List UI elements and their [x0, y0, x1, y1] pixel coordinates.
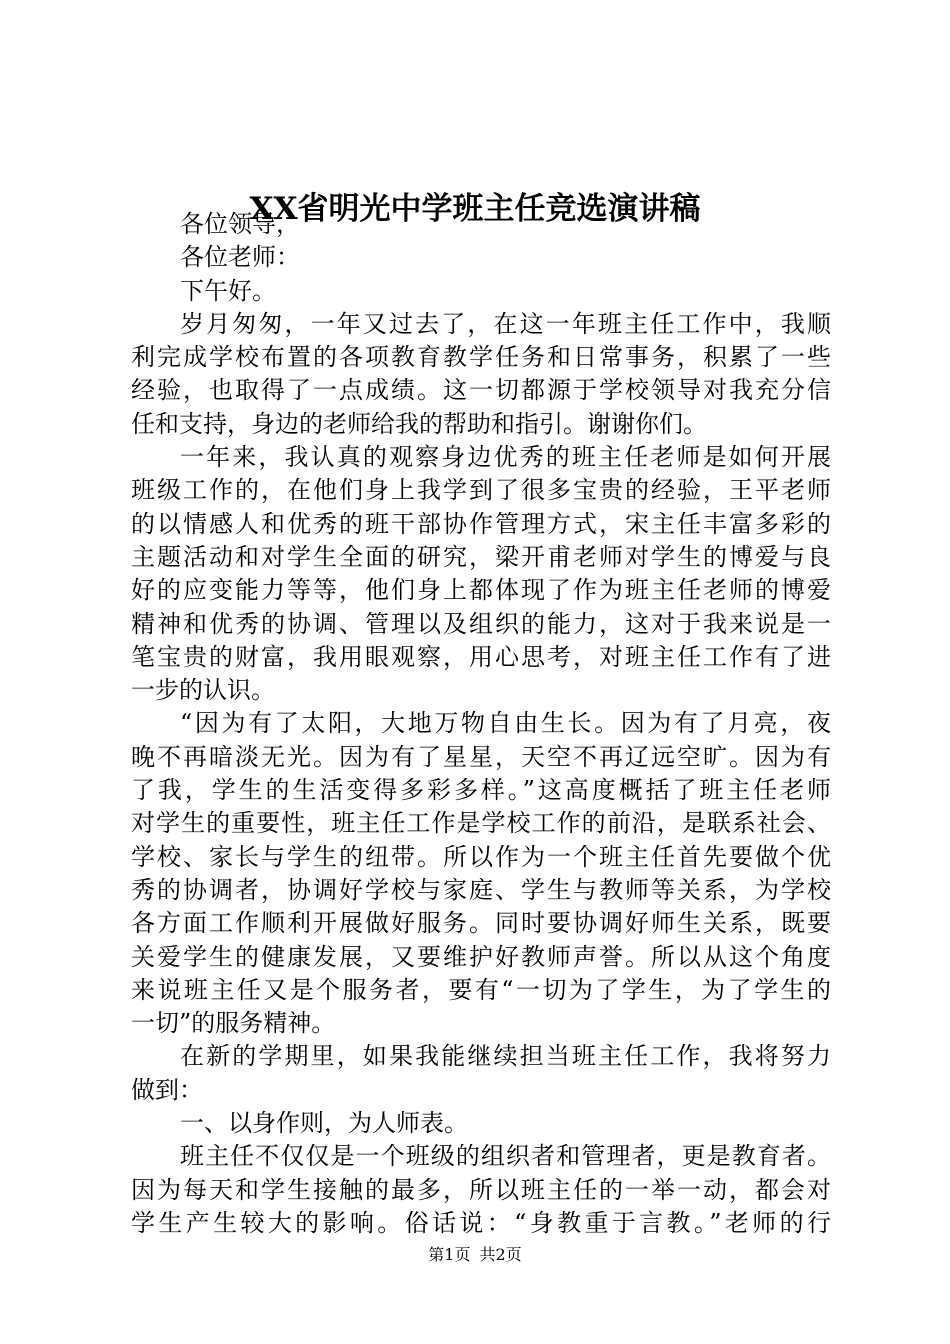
text-line: 一切”的服务精神。	[131, 1009, 336, 1038]
text-line: “因为有了太阳，大地万物自由生长。因为有了月亮，夜	[180, 709, 831, 738]
text-line: 经验，也取得了一点成绩。这一切都源于学校领导对我充分信	[131, 376, 831, 405]
text-line: 在新的学期里，如果我能继续担当班主任工作，我将努力	[180, 1042, 831, 1071]
text-line: 各方面工作顺利开展做好服务。同时要协调好师生关系，既要	[131, 909, 831, 938]
text-line: 的以情感人和优秀的班干部协作管理方式，宋主任丰富多彩的	[131, 509, 831, 538]
text-line: 秀的协调者，协调好学校与家庭、学生与教师等关系，为学校	[131, 875, 831, 904]
text-line: 对学生的重要性，班主任工作是学校工作的前沿，是联系社会、	[131, 809, 831, 838]
text-line: 因为每天和学生接触的最多，所以班主任的一举一动，都会对	[131, 1175, 831, 1204]
document-body	[131, 208, 831, 1240]
text-line: 一年来，我认真的观察身边优秀的班主任老师是如何开展	[180, 443, 831, 472]
text-line: 精神和优秀的协调、管理以及组织的能力，这对于我来说是一	[131, 609, 831, 638]
text-line: 来说班主任又是个服务者，要有“一切为了学生，为了学生的	[131, 975, 831, 1004]
page-number: 第1页	[428, 1245, 471, 1264]
page-footer	[0, 1244, 950, 1266]
text-line: 一步的认识。	[131, 676, 275, 705]
text-line: 各位领导，	[180, 210, 300, 238]
text-line: 学生产生较大的影响。俗话说：“身教重于言教。”老师的行	[131, 1208, 831, 1237]
text-line: 了我，学生的生活变得多彩多样。”这高度概括了班主任老师	[131, 776, 831, 805]
text-line: 下午好。	[180, 276, 276, 305]
text-line: 笔宝贵的财富，我用眼观察，用心思考，对班主任工作有了进	[131, 642, 831, 671]
document-title: XX省明光中学班主任竞选演讲稿	[249, 191, 701, 227]
text-line: 一、以身作则，为人师表。	[180, 1109, 468, 1138]
page-total: 共2页	[479, 1245, 522, 1264]
text-line: 利完成学校布置的各项教育教学任务和日常事务，积累了一些	[131, 343, 831, 372]
text-line: 好的应变能力等等，他们身上都体现了作为班主任老师的博爱	[131, 576, 831, 605]
text-line: 学校、家长与学生的纽带。所以作为一个班主任首先要做个优	[131, 842, 831, 871]
text-line: 主题活动和对学生全面的研究，梁开甫老师对学生的博爱与良	[131, 542, 831, 571]
text-line: 各位老师：	[180, 243, 300, 272]
text-line: 班主任不仅仅是一个班级的组织者和管理者，更是教育者。	[180, 1142, 831, 1171]
text-line: 任和支持，身边的老师给我的帮助和指引。谢谢你们。	[131, 409, 707, 438]
text-line: 关爱学生的健康发展，又要维护好教师声誉。所以从这个角度	[131, 942, 831, 971]
text-line: 岁月匆匆，一年又过去了，在这一年班主任工作中，我顺	[180, 309, 831, 338]
text-line: 晚不再暗淡无光。因为有了星星，天空不再辽远空旷。因为有	[131, 742, 831, 771]
text-line: 做到：	[131, 1075, 203, 1104]
text-line: 班级工作的，在他们身上我学到了很多宝贵的经验，王平老师	[131, 476, 831, 505]
